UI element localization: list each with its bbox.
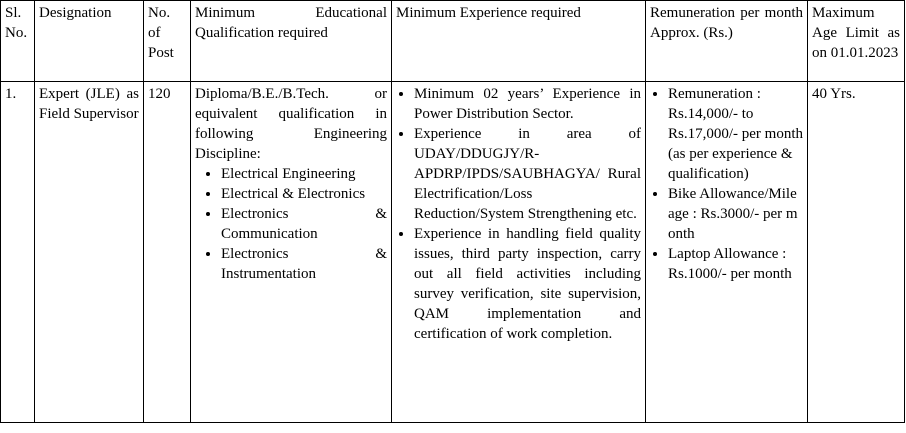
remuneration-item: • Laptop Allowance : Rs.1000/- per month <box>668 244 803 284</box>
remuneration-item: • Bike Allowance/Mileage : Rs.3000/- per month <box>668 184 803 244</box>
header-remuneration: Remuneration per month Approx. (Rs.) <box>646 1 808 82</box>
discipline-item: • Electrical & Electronics <box>221 184 387 204</box>
header-sl-no: Sl. No. <box>1 1 35 82</box>
qualification-intro: Diploma/B.E./B.Tech. or equivalent qualification in following Engineering Discipline: <box>195 86 387 162</box>
cell-experience <box>392 82 646 423</box>
cell-sl-no: 1. <box>1 82 35 423</box>
experience-item: • Minimum 02 years’ Experience in Power Distribution Sector. <box>414 84 641 124</box>
table-row <box>1 82 905 423</box>
header-designation: Designation <box>35 1 144 82</box>
cell-age-limit: 40 Yrs. <box>808 82 905 423</box>
header-experience: Minimum Experience required <box>392 1 646 82</box>
cell-no-of-post: 120 <box>144 82 191 423</box>
experience-item: • Experience in area of UDAY/DDUGJY/R-APDRP/IPDS/SAUBHAGYA/ Rural Electrification/Loss Reduction/System Strengthening etc. <box>414 124 641 224</box>
discipline-item: • Electronics & Instrumentation <box>221 244 387 284</box>
discipline-item: • Electronics & Communication <box>221 204 387 244</box>
discipline-list <box>195 164 387 284</box>
header-age-limit: Maximum Age Limit as on 01.01.2023 <box>808 1 905 82</box>
header-qualification: Minimum Educational Qualification required <box>191 1 392 82</box>
remuneration-list <box>650 84 803 284</box>
header-no-of-post: No. of Post <box>144 1 191 82</box>
remuneration-item: • Remuneration : Rs.14,000/- to Rs.17,000/- per month (as per experience & qualification) <box>668 84 803 184</box>
experience-list <box>396 84 641 344</box>
experience-item: • Experience in handling field quality issues, third party inspection, carry out all field activities including survey verification, site supervision, QAM implementation and certification of work completion. <box>414 224 641 344</box>
cell-remuneration <box>646 82 808 423</box>
cell-qualification <box>191 82 392 423</box>
cell-designation: Expert (JLE) as Field Supervisor <box>35 82 144 423</box>
discipline-item: • Electrical Engineering <box>221 164 387 184</box>
table-header-row <box>1 1 905 82</box>
